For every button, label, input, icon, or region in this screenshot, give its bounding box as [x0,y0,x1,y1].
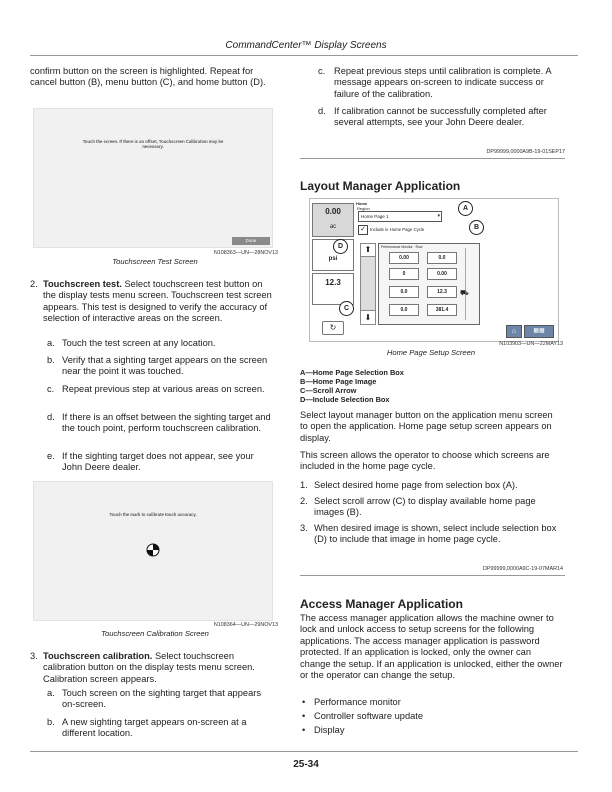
section-rule [300,575,565,576]
item-title: Touchscreen test. [43,279,122,289]
gauge-unit: ac [329,224,337,230]
panel-title: Performance Monitor · Row [381,245,423,249]
touchscreen-calibration-figure [33,481,273,621]
panel-value: 0.0 [389,286,419,298]
figure-caption: Touchscreen Calibration Screen [101,629,209,638]
list-text: Select desired home page from selection box (A). [314,480,518,490]
panel-value: 0.0 [427,252,457,264]
scroll-up-arrow-icon[interactable]: ⬆ [361,244,375,257]
list-number: 2. [300,496,308,506]
list-number: 3. [300,523,308,533]
list-number: 2. [30,279,38,289]
step-letter: d. [47,412,55,422]
gauge-unit: psi [328,256,338,262]
doc-code: DP99999,0000A9B-19-01SEP17 [486,149,565,155]
home-page-setup-figure [309,198,559,342]
list-text: Select scroll arrow (C) to display available home page images (B). [314,496,536,518]
header-rule [30,55,578,56]
area-gauge [312,203,354,237]
list-text: When desired image is shown, select include selection box (D) to include that image in home page cycle. [314,523,557,545]
panel-side-icons [465,248,477,320]
footer-rule [30,751,578,752]
gauge-value: 0.00 [325,207,341,216]
step-text: Touch screen on the sighting target that appears on-screen. [62,688,261,710]
bullet-item: • Performance monitor [314,697,554,708]
step-text: If there is an offset between the sighting target and the touch point, perform touchscreen calibration. [62,412,271,434]
panel-value: 381.4 [427,304,457,316]
figure-legend [300,368,563,404]
legend-item: A—Home Page Selection Box [300,368,404,377]
include-checkbox[interactable]: ✓ [358,225,368,235]
access-paragraph: The access manager application allows the machine owner to lock and unlock access to setup screens for the following applications. The access manager application is password protected. If an application is locked, only the owner can change the setup. If an application is unlocked, either the owner or the operator can change the setup. [300,613,563,681]
home-label: Home [356,201,368,206]
step-text: Repeat previous steps until calibration is complete. A message appears on-screen to indicate success or failure of the calibration. [334,66,552,99]
item-text: Select touchscreen calibration button on the display tests menu screen. Calibration screen appears. [43,651,255,684]
step-letter: c. [318,66,326,76]
list-number: 3. [30,651,38,661]
touchscreen-test-paragraph [43,279,277,325]
step-text: If calibration cannot be successfully completed after several attempts, see your John Deere dealer. [334,106,547,128]
figure-code: N108364—UN—29NOV13 [213,622,278,628]
figure-code: N108363—UN—28NOV13 [213,250,278,256]
scroll-down-arrow-icon[interactable]: ⬇ [361,310,375,324]
step-text: If the sighting target does not appear, see your John Deere dealer. [62,451,254,473]
section-rule [300,158,565,159]
panel-value: 0.00 [427,268,457,280]
callout-d: D [333,239,348,254]
figure-instruction-text: Touch the mark to calibrate touch accuracy. [109,512,197,517]
layout-paragraph-2: This screen allows the operator to choose which screens are included in the home page cycle. [300,450,550,472]
item-title: Touchscreen calibration. [43,651,153,661]
panel-value: 0 [389,268,419,280]
tractor-icon: ⛟ [460,290,469,297]
step-letter: a. [47,688,55,698]
figure-caption: Touchscreen Test Screen [112,257,198,266]
home-page-select[interactable] [358,211,442,222]
step-letter: a. [47,338,55,348]
bullet-item: • Display [314,725,554,736]
step-letter: b. [47,355,55,365]
touchscreen-calibration-paragraph [43,651,277,685]
scroll-track[interactable] [360,243,376,325]
doc-code: DP99999,0000A9C-19-07MAR14 [482,566,563,572]
layout-paragraph-1: Select layout manager button on the application menu screen to open the application. Home page setup screen appears on display. [300,410,553,443]
include-label: Include in Home Page Cycle [370,227,425,232]
figure-code: N103903—UN—22MAY13 [499,341,563,347]
legend-item: D—Include Selection Box [300,395,390,404]
callout-c: C [339,301,354,316]
step-letter: c. [47,384,55,394]
step-text: A new sighting target appears on-screen at a different location. [62,717,247,739]
page-number: 25-34 [293,759,319,770]
select-value: Home Page 1 [361,214,389,219]
section-title-access-manager: Access Manager Application [300,597,463,611]
step-letter: b. [47,717,55,727]
step-text: Repeat previous step at various areas on screen. [62,384,265,394]
step-text: Touch the test screen at any location. [62,338,216,348]
panel-value: 12.3 [427,286,457,298]
item-text: Select touchscreen test button on the display tests menu screen. Touchscreen test screen appears. This test is designed to verify the accuracy of selection of interactive areas on the screen. [43,279,272,324]
refresh-icon[interactable]: ↻ [322,321,344,335]
callout-a: A [458,201,473,216]
legend-item: C—Scroll Arrow [300,386,357,395]
bullet-item: • Controller software update [314,711,554,722]
step-letter: d. [318,106,326,116]
panel-value: 0.0 [389,304,419,316]
home-icon[interactable]: ⌂ [506,325,522,338]
panel-value: 0.00 [389,252,419,264]
step-text: Verify that a sighting target appears on the screen near the point it was touched. [62,355,268,377]
gauge-value: 12.3 [325,278,341,287]
intro-paragraph: confirm button on the screen is highlighted. Repeat for cancel button (B), menu button (C), and home button (D). [30,66,266,88]
callout-b: B [469,220,484,235]
section-title-layout-manager: Layout Manager Application [300,179,461,193]
sighting-target-icon[interactable] [146,543,160,557]
chevron-down-icon: ▾ [437,213,440,219]
touchscreen-test-figure [33,108,273,248]
figure-instruction-text: Touch the screen. If there is an offset, Touchscreen Calibration may be necessary. [82,139,224,149]
figure-caption: Home Page Setup Screen [386,348,476,357]
done-button[interactable]: Done [232,237,270,245]
home-page-image [378,243,480,325]
region-label: Region [357,206,370,211]
list-number: 1. [300,480,308,490]
step-letter: e. [47,451,55,461]
menu-grid-icon[interactable]: ▦▦ [524,325,554,338]
legend-item: B—Home Page Image [300,377,377,386]
running-header: CommandCenter™ Display Screens [225,40,387,51]
